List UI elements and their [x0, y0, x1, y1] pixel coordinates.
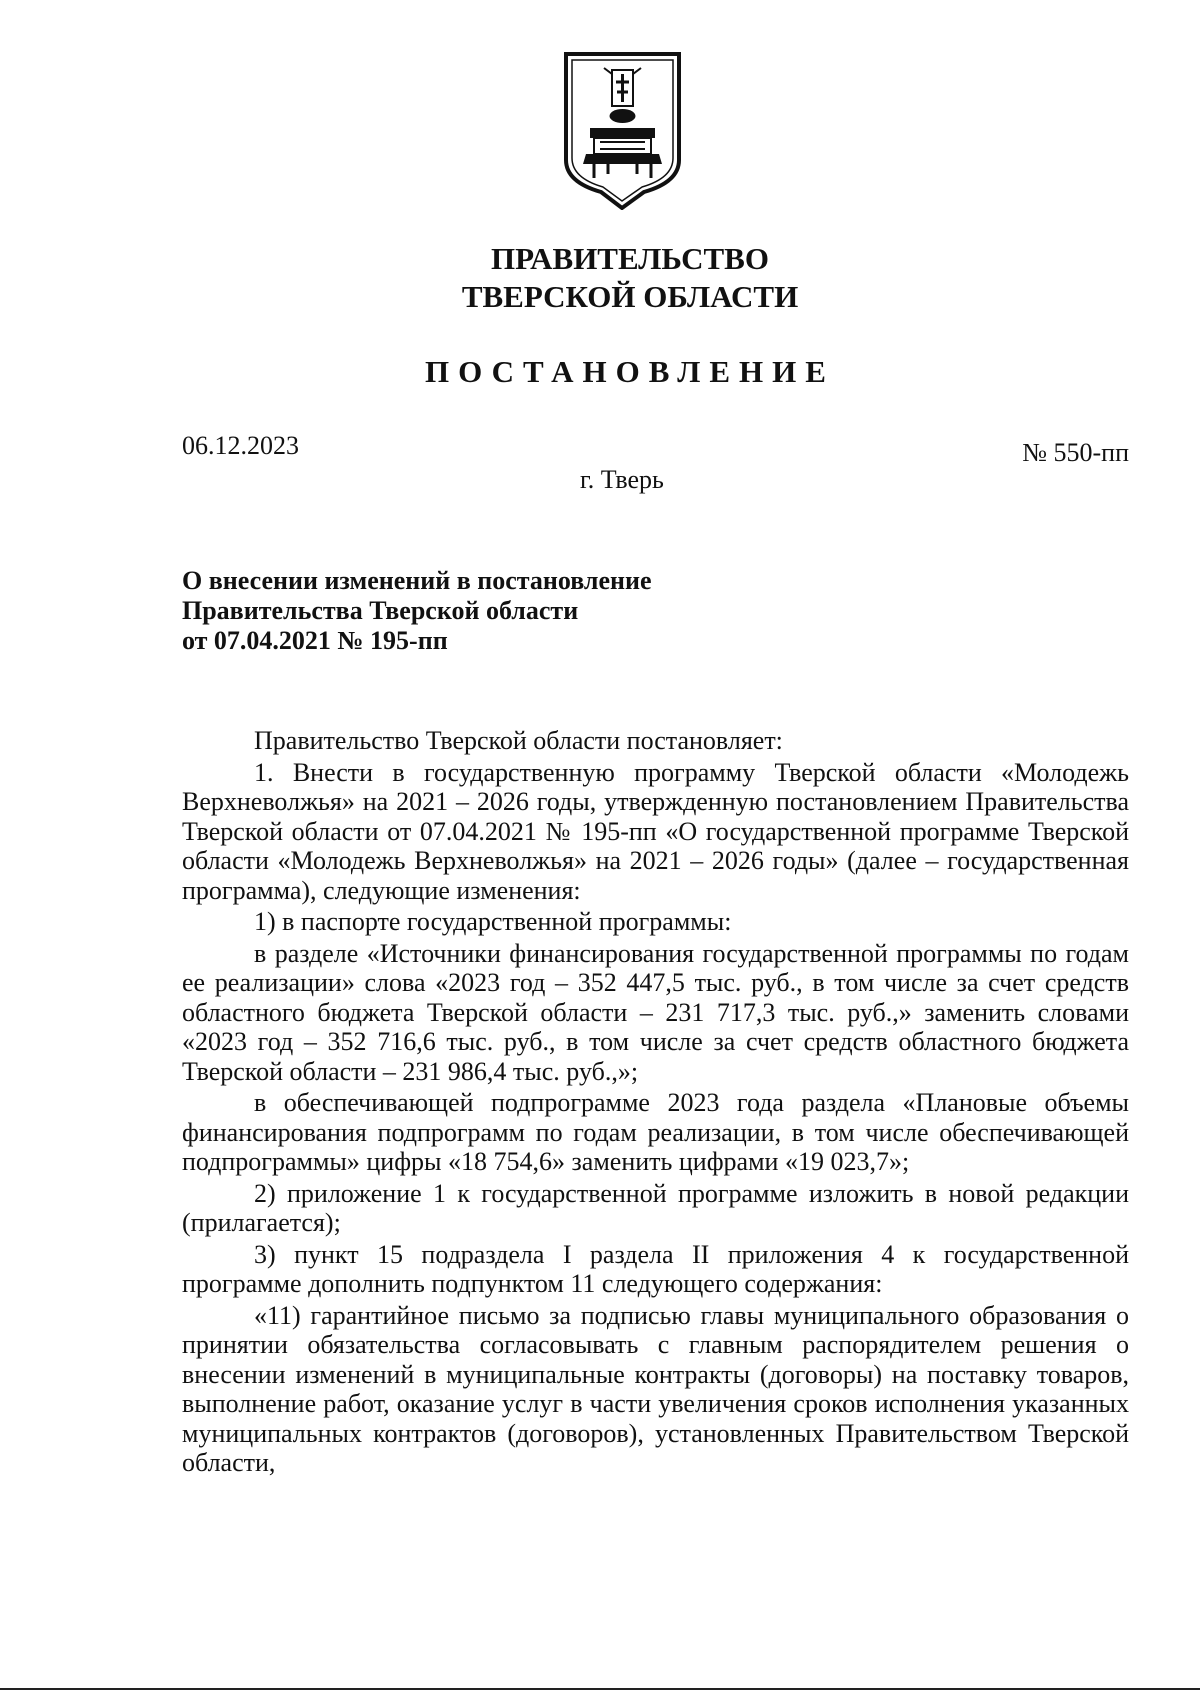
subject-line: О внесении изменений в постановление — [182, 566, 652, 595]
organization-name: ПРАВИТЕЛЬСТВО — [491, 241, 769, 276]
document-date: 06.12.2023 — [182, 431, 299, 460]
coat-of-arms-icon — [560, 50, 685, 210]
document-city: г. Тверь — [580, 465, 664, 494]
document-type: ПОСТАНОВЛЕНИЕ — [425, 354, 835, 389]
document-body — [182, 726, 1129, 1480]
organization-region: ТВЕРСКОЙ ОБЛАСТИ — [461, 279, 799, 314]
body-paragraph: в разделе «Источники финансирования государственной программы по годам ее реализации» слова «2023 год – 352 447,5 тыс. руб., в том числе за счет средств областного бюджета Тверской области – 231 717,3 тыс. руб.,» заменить словами «2023 год – 352 716,6 тыс. руб., в том числе за счет средств областного бюджета Тверской области – 231 986,4 тыс. руб.,»; — [182, 938, 1129, 1086]
document-number: № 550-пп — [1022, 438, 1129, 467]
page-bottom-rule — [0, 1688, 1200, 1690]
body-paragraph: Правительство Тверской области постановляет: — [254, 726, 783, 755]
body-paragraph: «11) гарантийное письмо за подписью главы муниципального образования о принятии обязательства согласовывать с главным распорядителем решения о внесении изменений в муниципальные контракты (договоры) на поставку товаров, выполнение работ, оказание услуг в части увеличения сроков исполнения указанных муниципальных контрактов (договоров), установленных Правительством Тверской области, — [182, 1300, 1129, 1477]
subject-line: Правительства Тверской области — [182, 596, 579, 625]
subject-line: от 07.04.2021 № 195-пп — [182, 626, 448, 655]
body-paragraph: 3) пункт 15 подраздела I раздела II приложения 4 к государственной программе дополнить подпунктом 11 следующего содержания: — [182, 1239, 1129, 1298]
body-paragraph: в обеспечивающей подпрограмме 2023 года раздела «Плановые объемы финансирования подпрограмм по годам реализации, в том числе обеспечивающей подпрограммы» цифры «18 754,6» заменить цифрами «19 023,7»; — [182, 1088, 1129, 1176]
body-paragraph: 1. Внести в государственную программу Тверской области «Молодежь Верхневолжья» на 2021 – 2026 годы, утвержденную постановлением Правительства Тверской области от 07.04.2021 № 195-пп «О государственной программе Тверской области «Молодежь Верхневолжья» на 2021 – 2026 годы» (далее – государственная программа), следующие изменения: — [182, 757, 1129, 905]
body-paragraph: 1) в паспорте государственной программы: — [254, 907, 732, 936]
document-subject — [182, 566, 652, 656]
body-paragraph: 2) приложение 1 к государственной программе изложить в новой редакции (прилагается); — [182, 1178, 1129, 1237]
